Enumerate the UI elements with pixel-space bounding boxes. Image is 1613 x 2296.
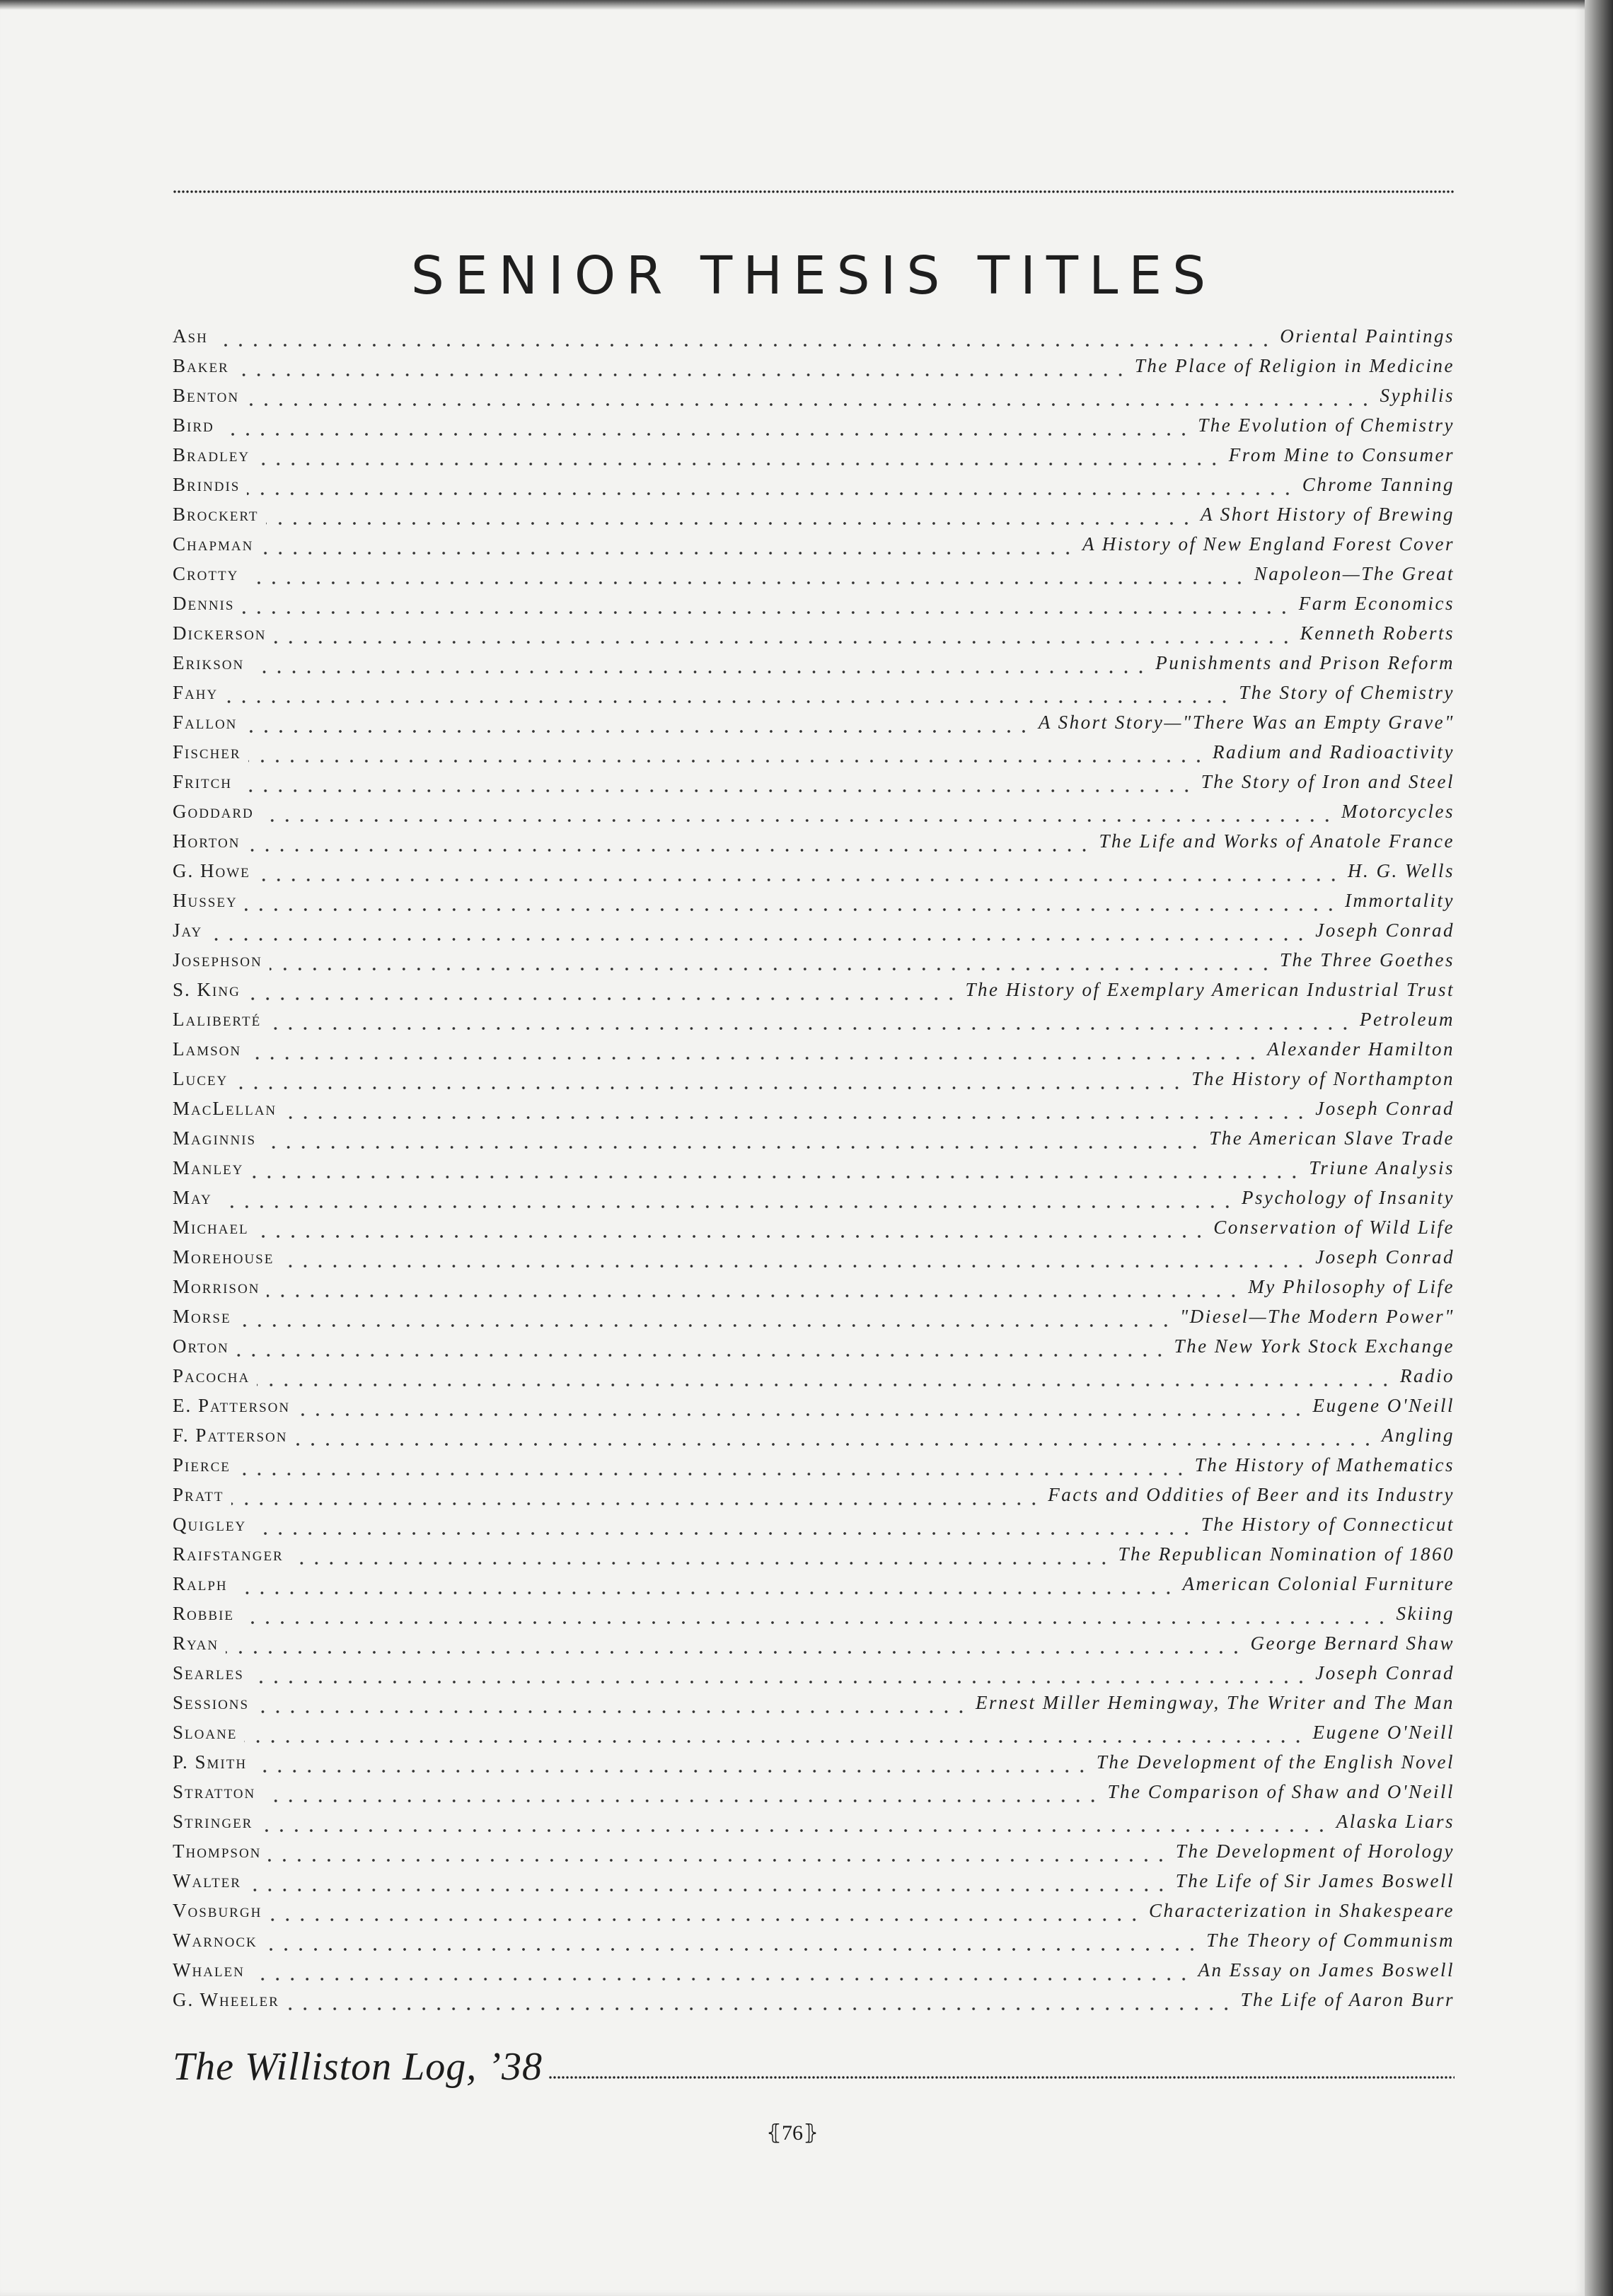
thesis-title: The Story of Iron and Steel (1201, 771, 1455, 792)
student-name: P. Smith (173, 1751, 248, 1773)
footer-dotted-rule (548, 2075, 1455, 2080)
dot-leader (284, 1115, 1308, 1120)
dot-leader (247, 848, 1092, 852)
dot-leader (251, 670, 1148, 674)
dot-leader (235, 1591, 1176, 1595)
thesis-entry (173, 1365, 1455, 1395)
thesis-entry (173, 1098, 1455, 1127)
thesis-entry (173, 860, 1455, 890)
yearbook-name: The Williston Log, ’38 (173, 2045, 543, 2089)
thesis-entry (173, 890, 1455, 920)
dot-leader (225, 700, 1232, 704)
page-binding-edge (1585, 0, 1613, 2296)
thesis-title: The History of Connecticut (1201, 1514, 1455, 1535)
dot-leader (287, 2007, 1234, 2011)
dot-leader (260, 551, 1075, 555)
student-name: G. Howe (173, 860, 250, 881)
student-name: Crotty (173, 563, 239, 584)
student-name: Hussey (173, 890, 238, 911)
student-name: Lamson (173, 1038, 242, 1060)
thesis-title: Petroleum (1360, 1009, 1455, 1030)
student-name: Ryan (173, 1633, 219, 1654)
thesis-entry (173, 414, 1455, 444)
thesis-entry (173, 1306, 1455, 1335)
thesis-title: Facts and Oddities of Beer and its Industry (1048, 1484, 1455, 1505)
thesis-title: Conservation of Wild Life (1213, 1217, 1455, 1238)
student-name: Benton (173, 385, 240, 406)
thesis-entry (173, 949, 1455, 979)
thesis-title: The Republican Nomination of 1860 (1118, 1543, 1455, 1565)
thesis-title: Joseph Conrad (1315, 1662, 1455, 1683)
thesis-entry (173, 504, 1455, 533)
thesis-title: The History of Mathematics (1194, 1454, 1455, 1475)
footer (173, 2044, 1455, 2089)
thesis-title: Joseph Conrad (1315, 1246, 1455, 1268)
dot-leader (267, 1294, 1241, 1298)
thesis-entry (173, 801, 1455, 830)
page-number-value: 76 (782, 2121, 803, 2145)
thesis-entry (173, 1484, 1455, 1514)
student-name: Stratton (173, 1781, 256, 1802)
dot-leader (209, 937, 1308, 941)
thesis-entry (173, 1930, 1455, 1959)
thesis-entry (173, 1900, 1455, 1930)
thesis-title: A Short Story—"There Was an Empty Grave" (1038, 712, 1455, 733)
page-top-shadow (0, 0, 1585, 10)
dot-leader (215, 343, 1273, 347)
thesis-title: The Development of the English Novel (1096, 1751, 1455, 1773)
thesis-title: Eugene O'Neill (1312, 1395, 1455, 1416)
thesis-entry (173, 1187, 1455, 1217)
thesis-title: Immortality (1345, 890, 1455, 911)
student-name: Thompson (173, 1840, 262, 1862)
thesis-entry (173, 1276, 1455, 1306)
thesis-title: Punishments and Prison Reform (1155, 652, 1455, 673)
thesis-entry (173, 1335, 1455, 1365)
student-name: Bradley (173, 444, 250, 465)
dot-leader (250, 1175, 1302, 1179)
thesis-entry (173, 593, 1455, 622)
page-number (0, 2121, 1585, 2145)
thesis-title: American Colonial Furniture (1182, 1573, 1455, 1594)
thesis-title: Syphilis (1380, 385, 1455, 406)
thesis-entry (173, 1217, 1455, 1246)
student-name: Maginnis (173, 1127, 257, 1149)
thesis-title: Ernest Miller Hemingway, The Writer and The Man (976, 1692, 1455, 1713)
dot-leader (248, 1056, 1260, 1060)
thesis-entry (173, 1514, 1455, 1543)
thesis-title: H. G. Wells (1347, 860, 1455, 881)
thesis-entry (173, 1811, 1455, 1840)
student-name: Dickerson (173, 622, 267, 644)
thesis-title: My Philosophy of Life (1248, 1276, 1455, 1297)
thesis-entry (173, 533, 1455, 563)
dot-leader (248, 1888, 1169, 1892)
thesis-entry (173, 444, 1455, 474)
thesis-entry (173, 1781, 1455, 1811)
thesis-title: Motorcycles (1341, 801, 1455, 822)
student-name: Raifstanger (173, 1543, 284, 1565)
student-name: Ralph (173, 1573, 228, 1594)
thesis-title: Kenneth Roberts (1300, 622, 1455, 644)
thesis-entry (173, 830, 1455, 860)
dot-leader (245, 908, 1338, 912)
thesis-entry (173, 622, 1455, 652)
student-name: Searles (173, 1662, 244, 1683)
student-name: Goddard (173, 801, 254, 822)
thesis-title: Napoleon—The Great (1254, 563, 1455, 584)
student-name: Fritch (173, 771, 233, 792)
thesis-title: The History of Northampton (1191, 1068, 1455, 1089)
dot-leader (241, 610, 1291, 615)
thesis-entry (173, 652, 1455, 682)
student-name: Orton (173, 1335, 229, 1357)
dot-leader (256, 1710, 969, 1714)
thesis-entry (173, 1157, 1455, 1187)
student-name: F. Patterson (173, 1425, 288, 1446)
dot-leader (252, 1977, 1191, 1981)
student-name: Sloane (173, 1722, 238, 1743)
page-number-right-bracket: ⦄ (803, 2121, 819, 2145)
student-name: Morse (173, 1306, 231, 1327)
thesis-title: Chrome Tanning (1302, 474, 1455, 495)
thesis-title: Skiing (1396, 1603, 1455, 1624)
top-dotted-rule (173, 190, 1455, 194)
thesis-entry (173, 1573, 1455, 1603)
student-name: Robbie (173, 1603, 235, 1624)
thesis-title: The Life of Sir James Boswell (1175, 1870, 1455, 1891)
thesis-entry (173, 1127, 1455, 1157)
dot-leader (281, 1264, 1308, 1268)
dot-leader (219, 1205, 1235, 1209)
thesis-title: The Theory of Communism (1206, 1930, 1455, 1951)
thesis-entry (173, 1038, 1455, 1068)
thesis-entry (173, 385, 1455, 414)
dot-leader (262, 1799, 1100, 1803)
dot-leader (274, 640, 1293, 644)
dot-leader (236, 1353, 1167, 1357)
thesis-title: The New York Stock Exchange (1174, 1335, 1455, 1357)
dot-leader (254, 1769, 1089, 1773)
dot-leader (238, 1323, 1173, 1328)
thesis-entry (173, 1395, 1455, 1425)
student-name: Warnock (173, 1930, 258, 1951)
student-name: Quigley (173, 1514, 247, 1535)
dot-leader (291, 1561, 1111, 1565)
student-name: Walter (173, 1870, 241, 1891)
student-name: Jay (173, 920, 203, 941)
thesis-title: The Comparison of Shaw and O'Neill (1107, 1781, 1455, 1802)
thesis-entry (173, 325, 1455, 355)
student-name: Fahy (173, 682, 219, 703)
student-name: Ash (173, 325, 208, 347)
dot-leader (295, 1442, 1375, 1446)
dot-leader (236, 373, 1128, 377)
thesis-entry (173, 979, 1455, 1009)
student-name: MacLellan (173, 1098, 277, 1119)
student-name: Michael (173, 1217, 249, 1238)
thesis-entry (173, 920, 1455, 949)
dot-leader (226, 1650, 1243, 1654)
thesis-entry (173, 563, 1455, 593)
dot-leader (260, 1828, 1329, 1833)
thesis-entry (173, 1722, 1455, 1751)
dot-leader (256, 1234, 1207, 1239)
thesis-entry (173, 1068, 1455, 1098)
dot-leader (246, 402, 1372, 407)
thesis-entry (173, 1959, 1455, 1989)
dot-leader (221, 432, 1191, 436)
thesis-title: A Short History of Brewing (1200, 504, 1455, 525)
thesis-title: Alexander Hamilton (1267, 1038, 1455, 1060)
dot-leader (268, 1858, 1168, 1862)
thesis-title: From Mine to Consumer (1228, 444, 1455, 465)
student-name: Brockert (173, 504, 259, 525)
thesis-title: Oriental Paintings (1280, 325, 1455, 347)
student-name: Baker (173, 355, 229, 376)
thesis-title: Alaska Liars (1336, 1811, 1455, 1832)
thesis-title: Joseph Conrad (1315, 920, 1455, 941)
dot-leader (257, 462, 1222, 466)
thesis-title: The Development of Horology (1175, 1840, 1455, 1862)
dot-leader (265, 1947, 1200, 1952)
dot-leader (248, 759, 1206, 763)
student-name: Fallon (173, 712, 238, 733)
thesis-entry (173, 1009, 1455, 1038)
thesis-title: Joseph Conrad (1315, 1098, 1455, 1119)
dot-leader (268, 1026, 1353, 1031)
thesis-entry (173, 1989, 1455, 2019)
student-name: Morrison (173, 1276, 260, 1297)
thesis-title: Angling (1382, 1425, 1455, 1446)
student-name: Fischer (173, 741, 241, 763)
thesis-entry (173, 1603, 1455, 1633)
thesis-entry (173, 1246, 1455, 1276)
dot-leader (248, 997, 959, 1001)
student-name: Horton (173, 830, 241, 852)
thesis-title: The History of Exemplary American Industrial Trust (965, 979, 1455, 1000)
student-name: Dennis (173, 593, 235, 614)
dot-leader (235, 1086, 1184, 1090)
thesis-title: The Evolution of Chemistry (1198, 414, 1455, 436)
thesis-title: A History of New England Forest Cover (1082, 533, 1455, 555)
dot-leader (239, 789, 1194, 793)
thesis-entry (173, 1454, 1455, 1484)
dot-leader (253, 1531, 1194, 1536)
student-name: Sessions (173, 1692, 250, 1713)
student-name: Pratt (173, 1484, 224, 1505)
thesis-title: Radio (1400, 1365, 1455, 1386)
student-name: Whalen (173, 1959, 245, 1981)
dot-leader (241, 1620, 1389, 1625)
thesis-title: The American Slave Trade (1209, 1127, 1455, 1149)
thesis-title: The Life and Works of Anatole France (1099, 830, 1455, 852)
dot-leader (257, 1383, 1393, 1387)
dot-leader (245, 581, 1247, 585)
dot-leader (244, 1739, 1305, 1744)
thesis-title: Psychology of Insanity (1242, 1187, 1455, 1208)
thesis-title: Eugene O'Neill (1312, 1722, 1455, 1743)
thesis-entry (173, 1662, 1455, 1692)
thesis-title: An Essay on James Boswell (1198, 1959, 1455, 1981)
dot-leader (251, 1680, 1308, 1684)
dot-leader (270, 967, 1273, 971)
thesis-entry (173, 1840, 1455, 1870)
thesis-entry (173, 741, 1455, 771)
dot-leader (247, 492, 1295, 496)
thesis-title: Triune Analysis (1309, 1157, 1455, 1178)
thesis-entry (173, 712, 1455, 741)
student-name: Manley (173, 1157, 244, 1178)
thesis-title: The Story of Chemistry (1239, 682, 1455, 703)
thesis-entry (173, 1692, 1455, 1722)
thesis-title: Farm Economics (1298, 593, 1455, 614)
dot-leader (266, 521, 1193, 526)
dot-leader (231, 1502, 1041, 1506)
student-name: S. King (173, 979, 241, 1000)
dot-leader (261, 818, 1334, 823)
thesis-title: Radium and Radioactivity (1213, 741, 1455, 763)
student-name: Laliberté (173, 1009, 262, 1030)
student-name: Erikson (173, 652, 245, 673)
student-name: Vosburgh (173, 1900, 262, 1921)
dot-leader (244, 729, 1031, 734)
student-name: E. Patterson (173, 1395, 291, 1416)
dot-leader (263, 1145, 1202, 1149)
student-name: Pacocha (173, 1365, 250, 1386)
thesis-entry (173, 1425, 1455, 1454)
thesis-entry (173, 1751, 1455, 1781)
student-name: Chapman (173, 533, 254, 555)
thesis-entry (173, 1633, 1455, 1662)
thesis-title: The Place of Religion in Medicine (1134, 355, 1455, 376)
thesis-entry (173, 474, 1455, 504)
thesis-title: The Life of Aaron Burr (1240, 1989, 1455, 2010)
thesis-title: The Three Goethes (1280, 949, 1455, 970)
thesis-entry (173, 355, 1455, 385)
dot-leader (297, 1413, 1305, 1417)
thesis-title: Characterization in Shakespeare (1149, 1900, 1455, 1921)
thesis-entry (173, 1870, 1455, 1900)
thesis-entry (173, 682, 1455, 712)
student-name: May (173, 1187, 212, 1208)
thesis-entry (173, 1543, 1455, 1573)
student-name: Josephson (173, 949, 262, 970)
student-name: Stringer (173, 1811, 253, 1832)
thesis-entry (173, 771, 1455, 801)
thesis-list (173, 325, 1455, 2019)
student-name: G. Wheeler (173, 1989, 279, 2010)
dot-leader (269, 1918, 1142, 1922)
page-number-left-bracket: ⦃ (765, 2121, 782, 2145)
dot-leader (258, 878, 1341, 882)
student-name: Morehouse (173, 1246, 274, 1268)
thesis-title: "Diesel—The Modern Power" (1179, 1306, 1455, 1327)
page-title: SENIOR THESIS TITLES (410, 245, 1217, 306)
student-name: Bird (173, 414, 214, 436)
thesis-title: George Bernard Shaw (1250, 1633, 1455, 1654)
student-name: Lucey (173, 1068, 229, 1089)
dot-leader (238, 1472, 1188, 1476)
student-name: Brindis (173, 474, 241, 495)
student-name: Pierce (173, 1454, 231, 1475)
